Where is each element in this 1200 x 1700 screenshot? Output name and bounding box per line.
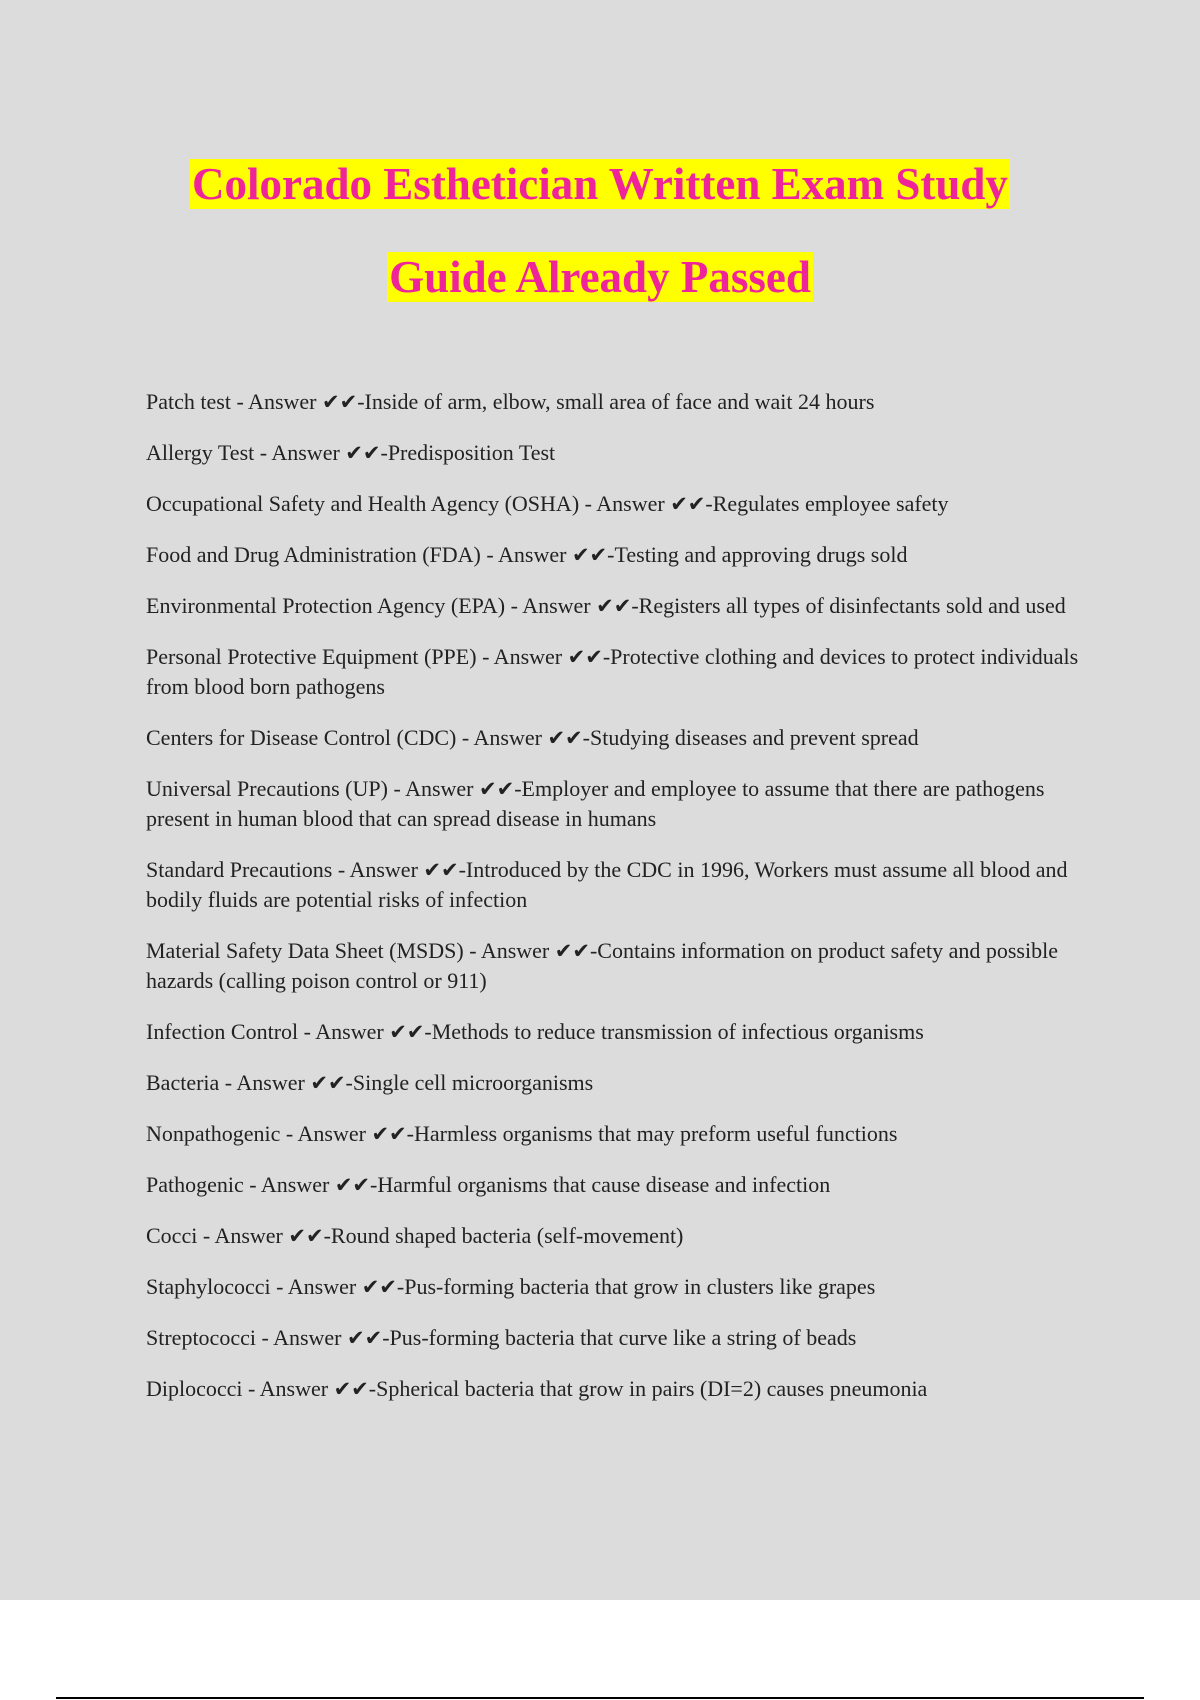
check-mark-icon: ✔✔	[389, 1020, 425, 1044]
check-mark-icon: ✔✔	[571, 543, 608, 567]
qa-answer: -Methods to reduce transmission of infectious organisms	[424, 1019, 924, 1044]
qa-item	[146, 1170, 1086, 1200]
check-mark-icon: ✔✔	[567, 645, 603, 669]
check-mark-icon: ✔✔	[554, 939, 590, 963]
qa-term: Streptococci	[146, 1325, 256, 1350]
page-title	[0, 143, 1200, 329]
title-line-2: Guide Already Passed	[389, 252, 811, 302]
qa-list	[146, 387, 1086, 1425]
qa-separator: - Answer	[476, 644, 568, 669]
qa-separator: - Answer	[298, 1019, 390, 1044]
qa-answer: -Spherical bacteria that grow in pairs (DI=2) causes pneumonia	[368, 1376, 928, 1401]
qa-answer: -Protective clothing and devices to protect individuals from blood born pathogens	[146, 644, 1079, 699]
check-mark-icon: ✔✔	[345, 441, 381, 465]
qa-item	[146, 723, 1086, 753]
qa-separator: - Answer	[230, 389, 322, 414]
check-mark-icon: ✔✔	[479, 777, 515, 801]
qa-term: Personal Protective Equipment (PPE)	[146, 644, 477, 669]
qa-item	[146, 1221, 1086, 1251]
qa-item	[146, 540, 1086, 570]
check-mark-icon: ✔✔	[347, 1326, 383, 1350]
qa-separator: - Answer	[463, 938, 555, 963]
qa-item	[146, 774, 1086, 834]
qa-item	[146, 1323, 1086, 1353]
qa-separator: - Answer	[332, 857, 424, 882]
qa-item	[146, 489, 1086, 519]
qa-term: Infection Control	[146, 1019, 299, 1044]
qa-term: Patch test	[146, 389, 231, 414]
qa-term: Food and Drug Administration (FDA)	[146, 542, 481, 567]
qa-term: Centers for Disease Control (CDC)	[146, 725, 457, 750]
title-line-1: Colorado Esthetician Written Exam Study	[192, 159, 1008, 209]
qa-term: Universal Precautions (UP)	[146, 776, 388, 801]
qa-answer: -Inside of arm, elbow, small area of face and wait 24 hours	[357, 389, 875, 414]
qa-answer: -Testing and approving drugs sold	[607, 542, 908, 567]
qa-separator: - Answer	[579, 491, 671, 516]
qa-term: Bacteria	[146, 1070, 220, 1095]
qa-separator: - Answer	[197, 1223, 289, 1248]
qa-term: Material Safety Data Sheet (MSDS)	[146, 938, 464, 963]
qa-term: Staphylococci	[146, 1274, 271, 1299]
qa-item	[146, 1272, 1086, 1302]
qa-answer: -Round shaped bacteria (self-movement)	[323, 1223, 684, 1248]
qa-term: Cocci	[146, 1223, 198, 1248]
qa-item	[146, 1068, 1086, 1098]
qa-answer: -Single cell microorganisms	[345, 1070, 594, 1095]
qa-term: Diplococci	[146, 1376, 243, 1401]
qa-item	[146, 1017, 1086, 1047]
qa-separator: - Answer	[280, 1121, 372, 1146]
qa-separator: - Answer	[270, 1274, 362, 1299]
qa-item	[146, 387, 1086, 417]
qa-term: Pathogenic	[146, 1172, 244, 1197]
qa-separator: - Answer	[242, 1376, 334, 1401]
check-mark-icon: ✔✔	[423, 858, 459, 882]
qa-item	[146, 1374, 1086, 1404]
check-mark-icon: ✔✔	[310, 1071, 346, 1095]
qa-separator: - Answer	[456, 725, 548, 750]
qa-answer: -Harmless organisms that may preform useful functions	[406, 1121, 898, 1146]
qa-term: Environmental Protection Agency (EPA)	[146, 593, 506, 618]
qa-answer: -Contains information on product safety and possible hazards (calling poison control or 911)	[146, 938, 1058, 993]
qa-item	[146, 591, 1086, 621]
qa-term: Occupational Safety and Health Agency (OSHA)	[146, 491, 580, 516]
qa-answer: -Harmful organisms that cause disease and infection	[370, 1172, 831, 1197]
qa-answer: -Registers all types of disinfectants sold and used	[631, 593, 1066, 618]
qa-answer: -Studying diseases and prevent spread	[582, 725, 919, 750]
qa-answer: -Pus-forming bacteria that curve like a string of beads	[382, 1325, 857, 1350]
qa-answer: -Regulates employee safety	[705, 491, 949, 516]
check-mark-icon: ✔✔	[361, 1275, 397, 1299]
qa-separator: - Answer	[387, 776, 479, 801]
qa-item	[146, 642, 1086, 702]
qa-answer: -Introduced by the CDC in 1996, Workers must assume all blood and bodily fluids are potential risks of infection	[146, 857, 1068, 912]
qa-separator: - Answer	[219, 1070, 311, 1095]
qa-term: Nonpathogenic	[146, 1121, 281, 1146]
footer-rule	[56, 1697, 1144, 1699]
check-mark-icon: ✔✔	[288, 1224, 324, 1248]
qa-separator: - Answer	[255, 1325, 348, 1350]
qa-item	[146, 855, 1086, 915]
qa-separator: - Answer	[254, 440, 346, 465]
qa-separator: - Answer	[505, 593, 597, 618]
check-mark-icon: ✔✔	[596, 594, 632, 618]
qa-item	[146, 936, 1086, 996]
check-mark-icon: ✔✔	[670, 492, 706, 516]
check-mark-icon: ✔✔	[321, 390, 358, 414]
check-mark-icon: ✔✔	[371, 1122, 407, 1146]
qa-term: Allergy Test	[146, 440, 255, 465]
qa-answer: -Pus-forming bacteria that grow in clusters like grapes	[396, 1274, 876, 1299]
qa-item	[146, 1119, 1086, 1149]
qa-item	[146, 438, 1086, 468]
check-mark-icon: ✔✔	[333, 1377, 369, 1401]
check-mark-icon: ✔✔	[334, 1173, 371, 1197]
check-mark-icon: ✔✔	[547, 726, 583, 750]
qa-separator: - Answer	[243, 1172, 335, 1197]
qa-term: Standard Precautions	[146, 857, 333, 882]
qa-separator: - Answer	[480, 542, 572, 567]
qa-answer: -Employer and employee to assume that there are pathogens present in human blood that can spread disease in humans	[146, 776, 1045, 831]
qa-answer: -Predisposition Test	[380, 440, 556, 465]
